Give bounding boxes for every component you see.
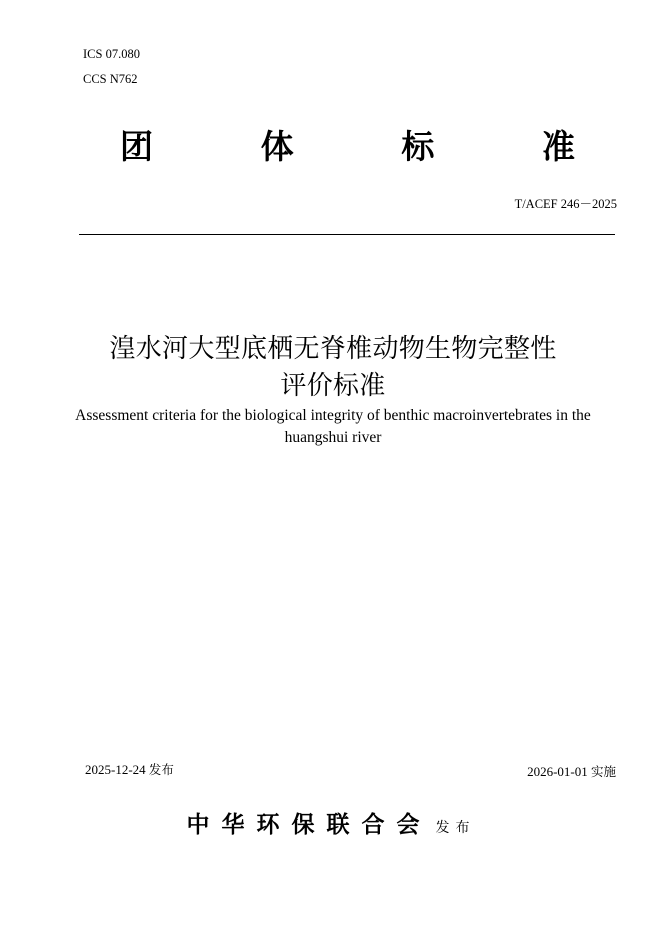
group-title-char-3: 标 xyxy=(401,127,435,166)
group-title-char-4: 准 xyxy=(541,127,575,166)
header-divider xyxy=(79,234,615,235)
issue-date-value: 2025-12-24 xyxy=(85,762,146,777)
implementation-date-label: 实施 xyxy=(590,764,616,779)
publisher-org: 中华环保联合会 xyxy=(186,812,432,838)
group-title-char-2: 体 xyxy=(260,127,294,166)
title-en-line-1: Assessment criteria for the biological integrity of benthic macroinvertebrates in the xyxy=(75,407,591,424)
implementation-date-value: 2026-01-01 xyxy=(527,764,588,779)
implementation-date xyxy=(527,764,616,780)
document-title-chinese xyxy=(40,331,626,405)
group-title-char-1: 团 xyxy=(120,127,153,166)
issue-date xyxy=(85,762,174,778)
group-standard-title xyxy=(80,125,615,169)
issue-date-label: 发布 xyxy=(148,762,174,777)
title-zh-line-2: 评价标准 xyxy=(280,371,386,401)
ics-code: ICS 07.080 xyxy=(83,47,140,61)
publisher-line xyxy=(0,808,662,842)
document-title-english xyxy=(40,405,626,449)
ccs-code: CCS N762 xyxy=(83,72,138,86)
standard-number: T/ACEF 246－2025 xyxy=(514,197,617,211)
publisher-action: 发布 xyxy=(435,820,476,836)
title-en-line-2: huangshui river xyxy=(284,429,382,446)
title-zh-line-1: 湟水河大型底栖无脊椎动物生物完整性 xyxy=(109,334,557,364)
